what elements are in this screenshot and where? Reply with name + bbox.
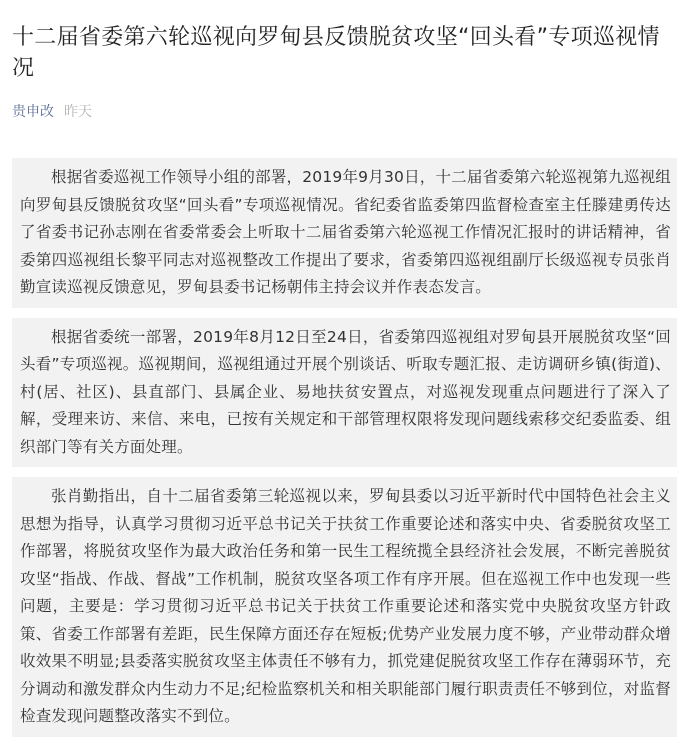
body-paragraph: 根据省委巡视工作领导小组的部署，2019年9月30日，十二届省委第六轮巡视第九巡视组向罗甸县反馈脱贫攻坚“回头看”专项巡视情况。省纪委省监委第四监督检查室主任滕建勇传达了省委书记孙志刚在省委常委会上听取十二届省委第六轮巡视工作情况汇报时的讲话精神，省委第四巡视组长黎平同志对巡视整改工作提出了要求，省委第四巡视组副厅长级巡视专员张肖勤宣读巡视反馈意见，罗甸县委书记杨朝伟主持会议并作表态发言。 bbox=[12, 158, 677, 308]
body-paragraph: 张肖勤指出，自十二届省委第三轮巡视以来，罗甸县委以习近平新时代中国特色社会主义思想为指导，认真学习贯彻习近平总书记关于扶贫工作重要论述和落实中央、省委脱贫攻坚工作部署，将脱贫攻坚作为最大政治任务和第一民生工程统揽全县经济社会发展，不断完善脱贫攻坚“指战、作战、督战”工作机制，脱贫攻坚各项工作有序开展。但在巡视工作中也发现一些问题，主要是：学习贯彻习近平总书记关于扶贫工作重要论述和落实党中央脱贫攻坚方针政策、省委工作部署有差距，民生保障方面还存在短板;优势产业发展力度不够，产业带动群众增收效果不明显;县委落实脱贫攻坚主体责任不够有力，抓党建促脱贫攻坚工作存在薄弱环节，充分调动和激发群众内生动力不足;纪检监察机关和相关职能部门履行职责责任不够到位，对监督检查发现问题整改落实不到位。 bbox=[12, 477, 677, 737]
article-body bbox=[12, 158, 677, 737]
author-link[interactable]: 贵申改 bbox=[12, 104, 54, 120]
body-paragraph: 根据省委统一部署，2019年8月12日至24日，省委第四巡视组对罗甸县开展脱贫攻坚“回头看”专项巡视。巡视期间，巡视组通过开展个别谈话、听取专题汇报、走访调研乡镇(街道)、村(居、社区)、县直部门、县属企业、易地扶贫安置点，对巡视发现重点问题进行了深入了解，受理来访、来信、来电，已按有关规定和干部管理权限将发现问题线索移交纪委监委、组织部门等有关方面处理。 bbox=[12, 318, 677, 468]
article-meta bbox=[12, 102, 677, 122]
article-title: 十二届省委第六轮巡视向罗甸县反馈脱贫攻坚“回头看”专项巡视情况 bbox=[12, 25, 660, 81]
publish-date: 昨天 bbox=[64, 104, 92, 120]
